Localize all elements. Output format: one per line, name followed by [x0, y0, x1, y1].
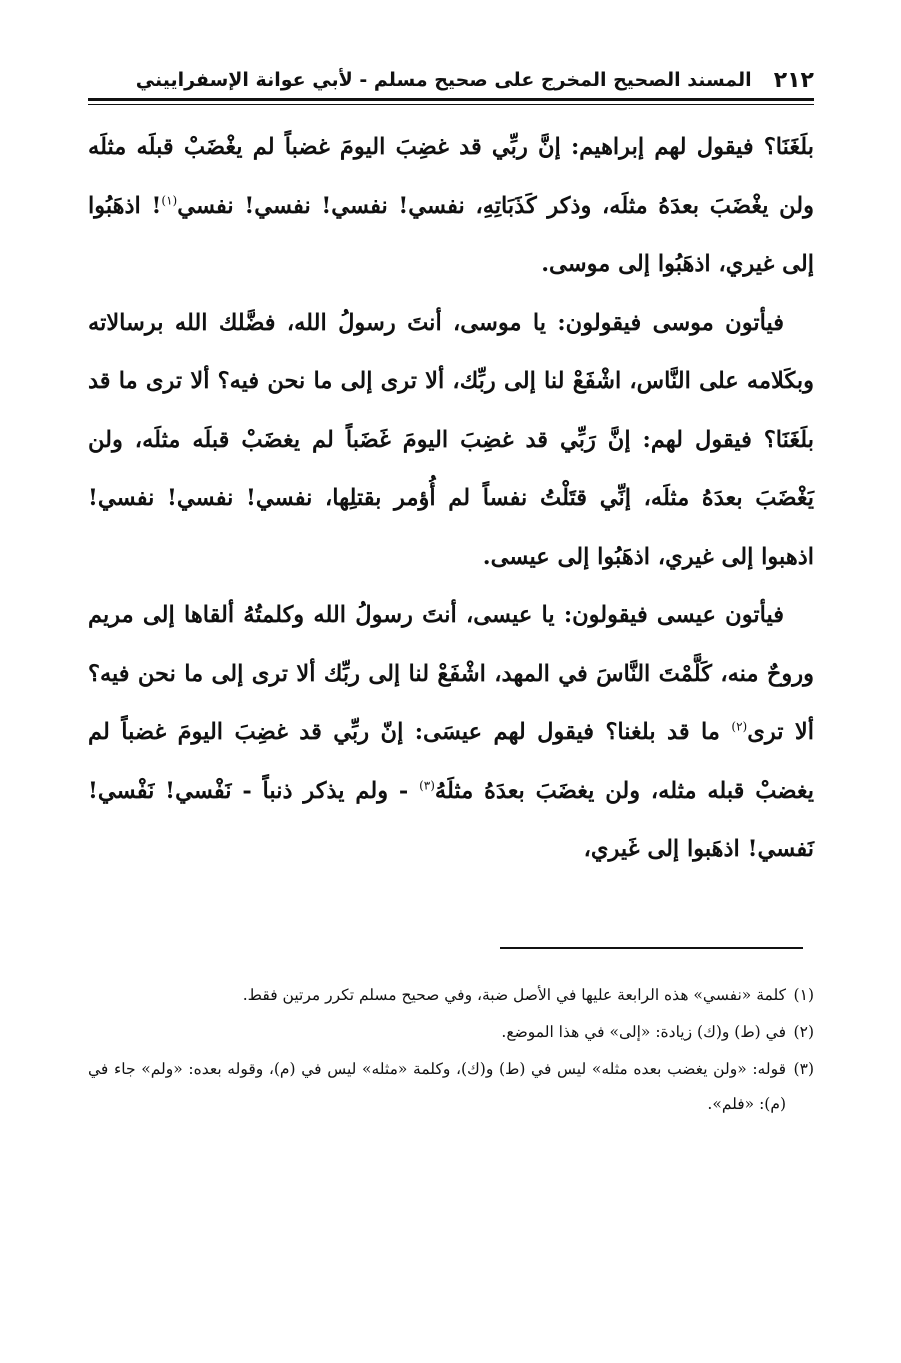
paragraph-3-text-b: ما قد بلغنا؟ فيقول لهم عيسَى: إنّ ربِّي قد غضِبَ اليومَ غضباً لم يغضبْ قبله مثله، ولن يغضَبَ بعدَهُ مثلَهُ — [88, 719, 814, 804]
running-header — [88, 62, 814, 98]
paragraph-3-text-c: - ولم يذكر ذنباً - نَفْسي! نَفْسي! نَفسي! اذهَبوا إلى غَيري، — [88, 777, 814, 862]
running-title: المسند الصحيح المخرج على صحيح مسلم - لأبي عوانة الإسفراييني — [135, 69, 752, 91]
paragraph-1-text-a: بلَغَنَا؟ فيقول لهم إبراهيم: إنَّ ربِّي قد غضِبَ اليومَ غضباً لم يغْضَبْ قبلَه مثلَه ولن يغْضَبَ بعدَهُ مثلَه، وذكر كَذَبَاتِهِ، نفسي! نفسي! نفسي! نفسي — [88, 134, 815, 219]
paragraph-2: فيأتون موسى فيقولون: يا موسى، أنتَ رسولُ الله، فضَّلك الله برسالاته وبكَلامه على النَّاس، اشْفَعْ لنا إلى ربِّك، ألا ترى إلى ما نحن فيه؟ ألا ترى ما قد بلَغَنَا؟ فيقول لهم: إنَّ رَبِّي قد غضِبَ اليومَ غَضَباً لم يغضَبْ قبلَه مثلَه، ولن يَغْضَبَ بعدَهُ مثلَه، إنِّي قتَلْتُ نفساً لم أُؤمر بقتلِها، نفسي! نفسي! نفسي! اذهبوا إلى غيري، اذهَبُوا إلى عيسى. — [88, 309, 814, 570]
footnote-separator — [500, 947, 803, 949]
footnote-2 — [88, 1015, 814, 1050]
footnote-1-number: (١) — [793, 986, 814, 1004]
header-rule-thin — [88, 104, 814, 105]
paragraph-1 — [88, 118, 814, 294]
footnote-3-number: (٣) — [793, 1060, 814, 1078]
footnote-ref-1: (١) — [161, 193, 178, 207]
paragraph-1-text-b: ! اذهَبُوا إلى غيري، اذهَبُوا إلى موسى. — [88, 192, 814, 277]
footnote-3-text: قوله: «ولن يغضب بعده مثله» ليس في (ط) و(ك)، وكلمة «مثله» ليس في (م)، وقوله بعده: «ولم» جاء في (م): «فلم». — [88, 1060, 786, 1113]
header-rule — [88, 98, 814, 101]
footnote-1-text: كلمة «نفسي» هذه الرابعة عليها في الأصل ضبة، وفي صحيح مسلم تكرر مرتين فقط. — [242, 986, 786, 1004]
footnote-2-number: (٢) — [793, 1023, 814, 1041]
footnote-2-text: في (ط) و(ك) زيادة: «إلى» في هذا الموضع. — [501, 1023, 786, 1041]
footnote-ref-2: (٢) — [731, 719, 748, 734]
page-number: ٢١٢ — [773, 67, 814, 93]
footnote-3 — [88, 1052, 814, 1122]
main-text — [88, 118, 814, 879]
footnote-ref-3: (٣) — [419, 778, 435, 792]
paragraph-3-text-a: فيأتون عيسى فيقولون: يا عيسى، أنتَ رسولُ الله وكلمتُهُ ألقاها إلى مريم وروحٌ منه، كَلَّمْتَ النَّاسَ في المهد، اشْفَعْ لنا إلى ربِّك ألا ترى إلى ما نحن فيه؟ ألا ترى — [88, 602, 814, 745]
footnote-1 — [88, 978, 814, 1013]
paragraph-3 — [88, 586, 814, 879]
footnotes — [88, 978, 814, 1124]
